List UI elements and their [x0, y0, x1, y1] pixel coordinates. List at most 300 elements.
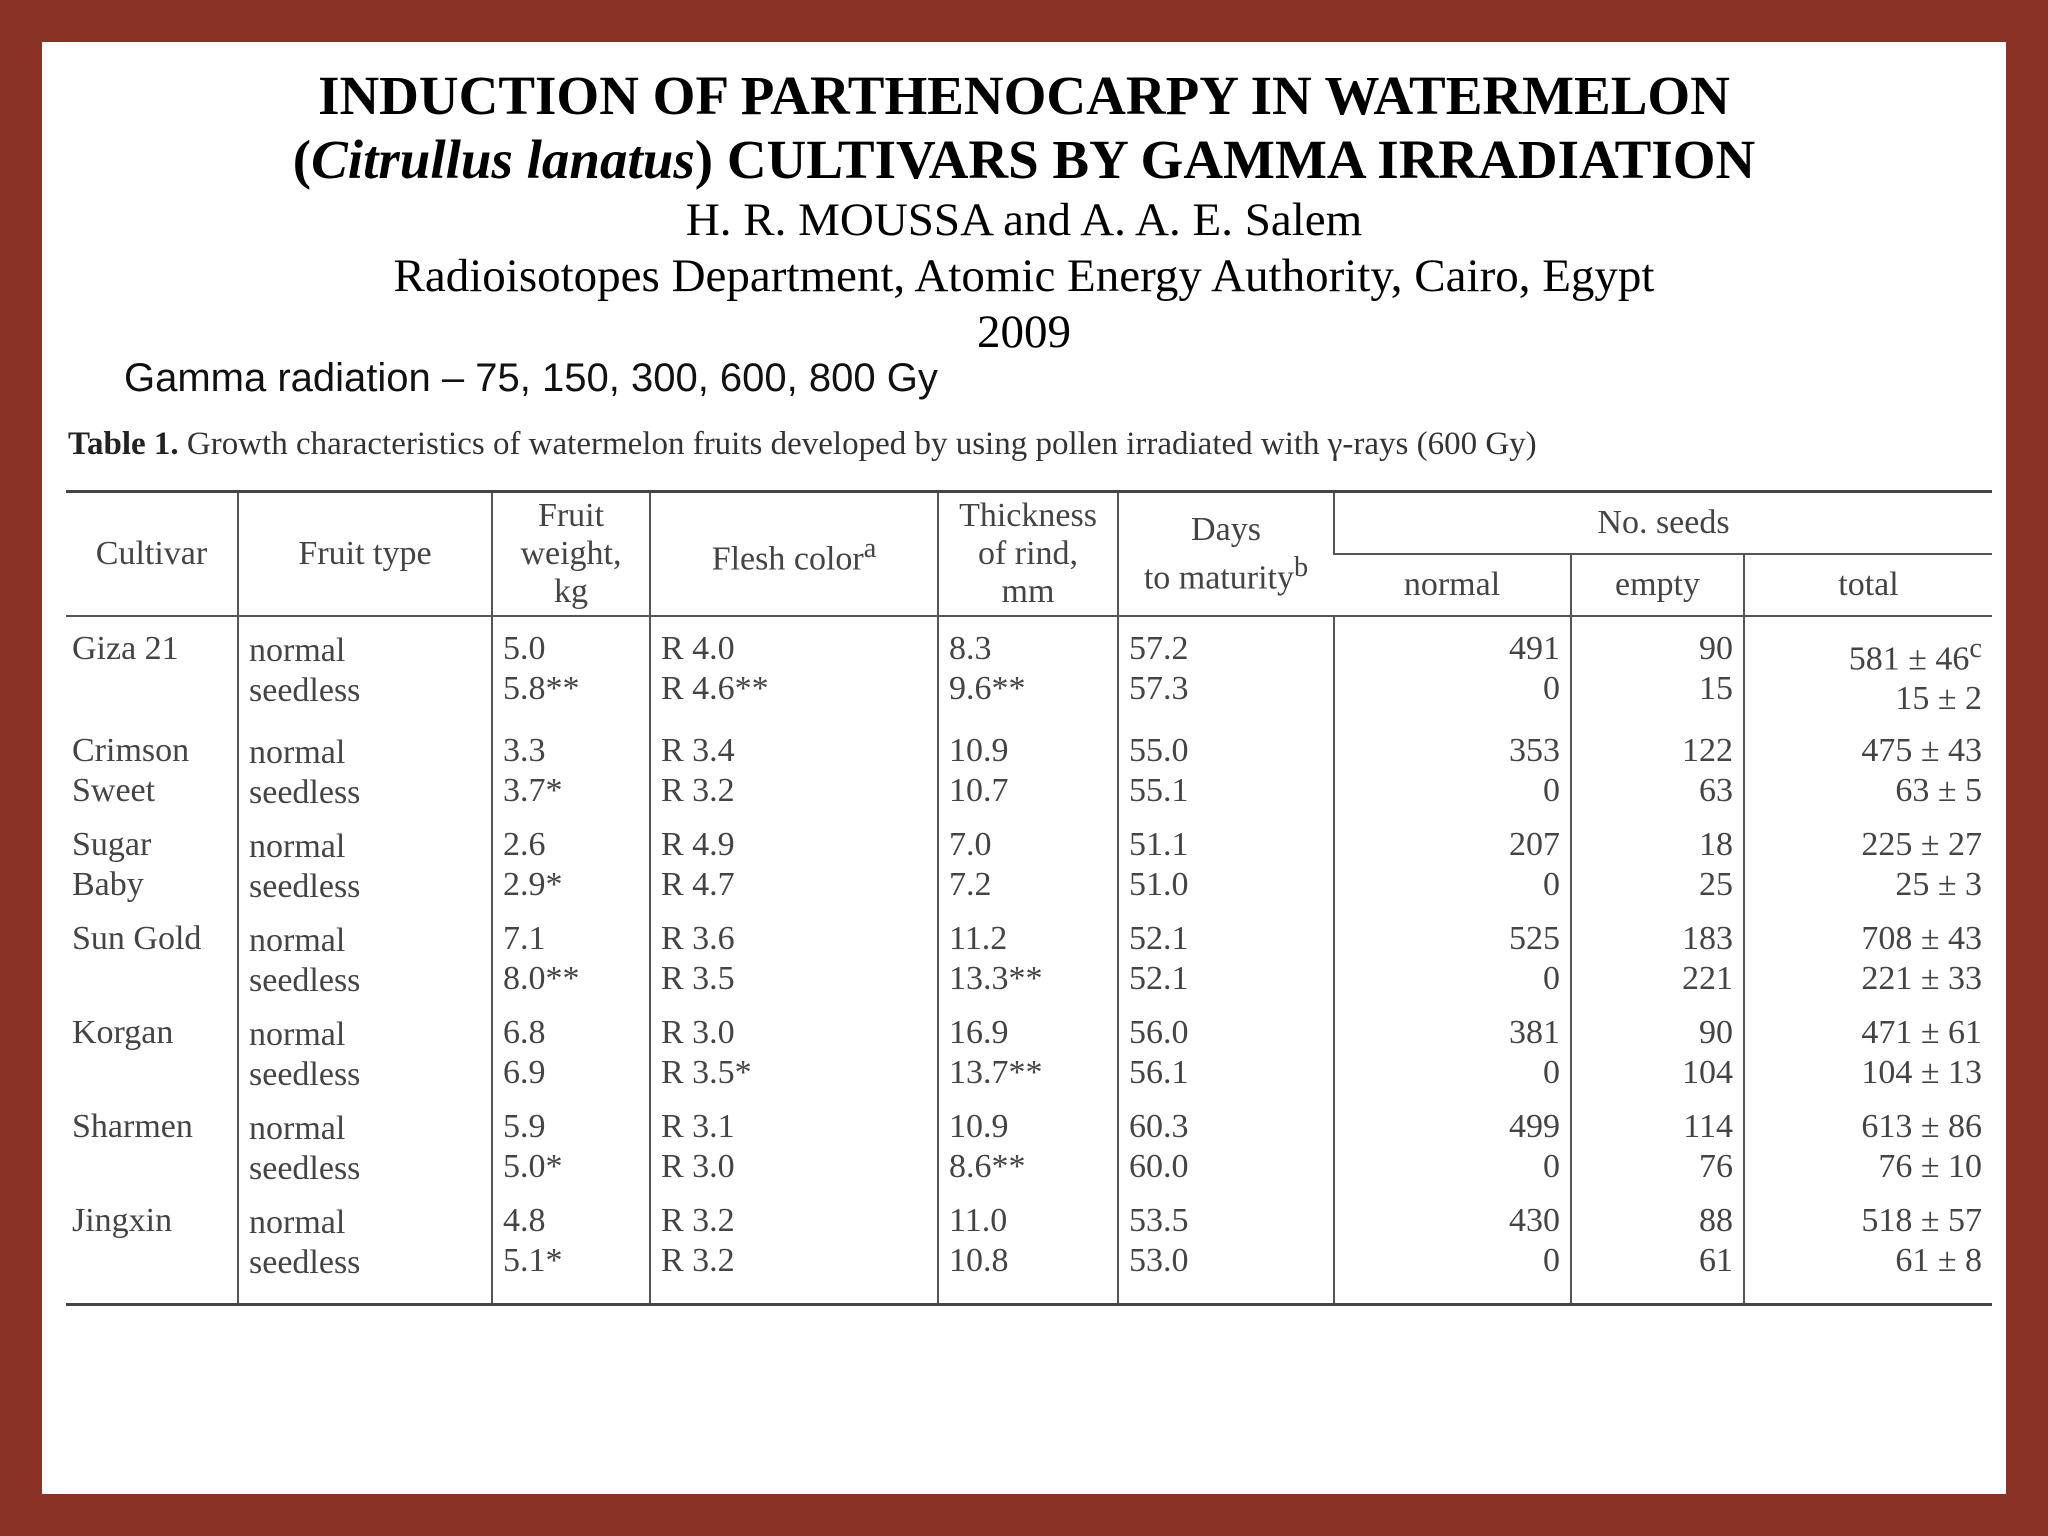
- cell-value: [1345, 825, 1560, 865]
- cell-text: 10.8: [949, 1242, 1009, 1280]
- cell-text: 13.7**: [949, 1054, 1043, 1092]
- cell-text: 57.2: [1129, 630, 1189, 667]
- footnote-marker: a: [863, 532, 877, 564]
- cell-value: [503, 1053, 639, 1093]
- cell-text: 104 ± 13: [1861, 1054, 1982, 1092]
- table-caption-text: Growth characteristics of watermelon fruits developed by using pollen irradiated with γ-rays (600 Gy): [178, 426, 1537, 462]
- cultivar-cell: [66, 725, 238, 819]
- cell-text: R 3.6: [661, 920, 735, 958]
- cell-text: 4.8: [503, 1202, 546, 1240]
- cell-text: 430: [1509, 1202, 1560, 1240]
- cell-value: [1755, 825, 1982, 865]
- table-row: [66, 819, 1992, 913]
- cell-value: [661, 919, 927, 959]
- cell-value: [1129, 865, 1323, 905]
- cell-text: 471 ± 61: [1861, 1014, 1982, 1052]
- flesh-color-cell: [650, 1007, 938, 1101]
- rind-thickness-cell: [938, 1195, 1118, 1305]
- cell-value: [503, 959, 639, 999]
- cell-value: [1582, 1053, 1733, 1093]
- cell-text: R 4.7: [661, 866, 735, 904]
- cell-value: [503, 1201, 639, 1241]
- cell-value: [1345, 1053, 1560, 1093]
- cell-value: [1755, 1053, 1982, 1093]
- cell-text: 221: [1682, 960, 1733, 998]
- cell-value: [503, 1241, 639, 1281]
- cell-text: 8.3: [949, 630, 992, 667]
- cell-value: [1582, 1201, 1733, 1241]
- cell-text: 11.0: [949, 1202, 1008, 1240]
- authors: H. R. MOUSSA and A. A. E. Salem: [685, 194, 1363, 246]
- species-name: Citrullus lanatus: [311, 129, 695, 190]
- cell-text: 0: [1543, 1148, 1560, 1186]
- cell-text: 3.3: [503, 732, 546, 770]
- cell-text: 518 ± 57: [1861, 1202, 1982, 1240]
- cell-text: 114: [1683, 1108, 1733, 1146]
- cell-text: 25 ± 3: [1895, 866, 1982, 904]
- cell-value: [661, 825, 927, 865]
- cell-value: [249, 827, 481, 867]
- slide-header: [42, 64, 2006, 360]
- cell-text: R 4.9: [661, 826, 735, 864]
- header-rind-line: of rind,: [977, 535, 1079, 572]
- cell-text: R 3.2: [661, 1242, 735, 1280]
- header-rind-line: mm: [1001, 573, 1055, 610]
- cell-text: Crimson: [72, 732, 190, 770]
- cell-text: 104: [1682, 1054, 1733, 1092]
- seeds-normal-cell: [1334, 913, 1571, 1007]
- table-caption: [68, 426, 1537, 463]
- rind-thickness-cell: [938, 819, 1118, 913]
- cell-text: 5.0*: [503, 1148, 563, 1186]
- cell-value: [1129, 1147, 1323, 1187]
- cell-value: [661, 1201, 927, 1241]
- cell-text: 9.6**: [949, 670, 1026, 707]
- cell-text: Sugar: [72, 826, 152, 864]
- cell-text: Jingxin: [72, 1202, 173, 1240]
- cell-value: [1755, 1147, 1982, 1187]
- cell-text: Sharmen: [72, 1108, 193, 1146]
- cell-text: 0: [1543, 1242, 1560, 1280]
- header-fruit-type: Fruit type: [238, 492, 492, 617]
- fruit-weight-cell: [492, 819, 650, 913]
- cell-text: 491: [1509, 630, 1560, 667]
- cell-value: [1129, 629, 1323, 669]
- header-no-seeds: No. seeds: [1334, 492, 1992, 555]
- cell-value: [949, 669, 1107, 709]
- rind-thickness-cell: [938, 1007, 1118, 1101]
- cell-text: 8.0**: [503, 960, 580, 998]
- cell-text: R 3.2: [661, 1202, 735, 1240]
- cell-text: seedless: [249, 868, 361, 906]
- fruit-type-cell: [238, 1195, 492, 1305]
- header-flesh-color: [650, 492, 938, 617]
- cell-value: [661, 771, 927, 811]
- cell-text: 53.5: [1129, 1202, 1189, 1240]
- cell-value: [249, 1203, 481, 1243]
- cell-text: 7.1: [503, 920, 546, 958]
- fruit-type-cell: [238, 1007, 492, 1101]
- gamma-radiation-note: Gamma radiation – 75, 150, 300, 600, 800 Gy: [124, 356, 938, 400]
- days-to-maturity-cell: [1118, 1195, 1334, 1305]
- fruit-weight-cell: [492, 725, 650, 819]
- cell-text: 5.1*: [503, 1242, 563, 1280]
- cell-value: [249, 867, 481, 907]
- slide: [42, 42, 2006, 1494]
- cell-text: 10.9: [949, 732, 1009, 770]
- cell-text: 2.9*: [503, 866, 563, 904]
- seeds-total-cell: [1744, 819, 1992, 913]
- cell-text: 25: [1699, 866, 1733, 904]
- cell-text: 52.1: [1129, 960, 1189, 998]
- cell-value: [1345, 669, 1560, 709]
- rind-thickness-cell: [938, 913, 1118, 1007]
- cell-text: R 4.0: [661, 630, 735, 667]
- cell-value: [1755, 771, 1982, 811]
- cell-value: [503, 731, 639, 771]
- cell-text: 60.3: [1129, 1108, 1189, 1146]
- cell-value: [949, 1241, 1107, 1281]
- cell-value: [949, 731, 1107, 771]
- footnote-marker: b: [1293, 551, 1309, 583]
- cell-text: 0: [1543, 1054, 1560, 1092]
- cell-value: [1345, 865, 1560, 905]
- cell-value: [72, 1013, 227, 1053]
- cell-value: [1129, 731, 1323, 771]
- seeds-total-cell: [1744, 725, 1992, 819]
- cell-text: 90: [1699, 1014, 1733, 1052]
- header-seeds-total: total: [1744, 554, 1992, 616]
- cell-value: [1345, 919, 1560, 959]
- cell-text: 353: [1509, 732, 1560, 770]
- table-row: [66, 1195, 1992, 1305]
- cell-value: [503, 1147, 639, 1187]
- cell-text: seedless: [249, 672, 361, 709]
- cell-text: normal: [249, 922, 346, 960]
- cell-value: [949, 1107, 1107, 1147]
- cell-text: 90: [1699, 630, 1733, 667]
- header-fruit-weight-line: Fruit: [537, 497, 605, 534]
- seeds-total-cell: [1744, 913, 1992, 1007]
- seeds-total-cell: [1744, 1195, 1992, 1305]
- cell-value: [249, 671, 481, 711]
- cell-text: 2.6: [503, 826, 546, 864]
- header-flesh-color-text: Flesh color: [711, 540, 864, 578]
- cell-value: [1345, 771, 1560, 811]
- flesh-color-cell: [650, 913, 938, 1007]
- cell-text: R 4.6**: [661, 670, 769, 707]
- cell-value: [249, 921, 481, 961]
- cell-value: [1129, 959, 1323, 999]
- seeds-normal-cell: [1334, 616, 1571, 725]
- cell-value: [661, 865, 927, 905]
- cell-text: R 3.1: [661, 1108, 735, 1146]
- cell-text: Giza 21: [72, 630, 179, 667]
- seeds-total-cell: [1744, 616, 1992, 725]
- cell-value: [1582, 1241, 1733, 1281]
- cell-value: [1345, 1201, 1560, 1241]
- cell-value: [1129, 669, 1323, 709]
- seeds-normal-cell: [1334, 1195, 1571, 1305]
- cell-text: R 3.0: [661, 1014, 735, 1052]
- cell-value: [1129, 1201, 1323, 1241]
- cell-value: [1755, 1107, 1982, 1147]
- cell-value: [949, 865, 1107, 905]
- cell-value: [1345, 629, 1560, 669]
- cell-value: [1345, 1013, 1560, 1053]
- days-to-maturity-cell: [1118, 725, 1334, 819]
- cell-value: [1582, 959, 1733, 999]
- flesh-color-cell: [650, 725, 938, 819]
- header-fruit-weight-line: weight,: [520, 535, 622, 572]
- table-body: [66, 616, 1992, 1305]
- rind-thickness-cell: [938, 1101, 1118, 1195]
- cell-value: [1582, 865, 1733, 905]
- cell-text: 221 ± 33: [1861, 960, 1982, 998]
- cell-text: 183: [1682, 920, 1733, 958]
- flesh-color-cell: [650, 1195, 938, 1305]
- cell-text: 15 ± 2: [1895, 680, 1982, 718]
- cell-text: 55.0: [1129, 732, 1189, 770]
- flesh-color-cell: [650, 819, 938, 913]
- cell-value: [1582, 1147, 1733, 1187]
- cell-value: [949, 959, 1107, 999]
- cell-text: seedless: [249, 1244, 361, 1282]
- cell-text: 63 ± 5: [1895, 772, 1982, 810]
- cell-value: [249, 1149, 481, 1189]
- cell-text: normal: [249, 1110, 346, 1148]
- cell-value: [1582, 1107, 1733, 1147]
- seeds-normal-cell: [1334, 1101, 1571, 1195]
- fruit-weight-cell: [492, 1101, 650, 1195]
- seeds-empty-cell: [1571, 1195, 1744, 1305]
- affiliation: Radioisotopes Department, Atomic Energy Authority, Cairo, Egypt: [393, 250, 1655, 302]
- cultivar-cell: [66, 819, 238, 913]
- flesh-color-cell: [650, 1101, 938, 1195]
- seeds-empty-cell: [1571, 819, 1744, 913]
- cell-value: [661, 1107, 927, 1147]
- cell-value: [661, 669, 927, 709]
- cell-value: [72, 771, 227, 811]
- header-days-to-maturity: [1118, 492, 1334, 617]
- cell-text: 708 ± 43: [1861, 920, 1982, 958]
- cell-value: [503, 629, 639, 669]
- cell-value: [949, 771, 1107, 811]
- table-row: [66, 725, 1992, 819]
- cell-text: 52.1: [1129, 920, 1189, 958]
- cell-value: [949, 1013, 1107, 1053]
- seeds-empty-cell: [1571, 913, 1744, 1007]
- cell-text: seedless: [249, 962, 361, 1000]
- cell-text: 88: [1699, 1202, 1733, 1240]
- cell-value: [249, 773, 481, 813]
- cultivar-cell: [66, 1101, 238, 1195]
- cell-text: R 3.4: [661, 732, 735, 770]
- cell-value: [1129, 1013, 1323, 1053]
- seeds-empty-cell: [1571, 1101, 1744, 1195]
- cell-text: 63: [1699, 772, 1733, 810]
- cell-value: [503, 1107, 639, 1147]
- cell-value: [1345, 1147, 1560, 1187]
- cultivar-cell: [66, 1195, 238, 1305]
- cell-value: [1582, 825, 1733, 865]
- cell-text: normal: [249, 632, 346, 669]
- cell-text: 51.1: [1129, 826, 1189, 864]
- cell-text: 55.1: [1129, 772, 1189, 810]
- cell-text: 581 ± 46: [1848, 640, 1970, 678]
- cell-value: [249, 961, 481, 1001]
- cell-value: [949, 1201, 1107, 1241]
- cultivar-cell: [66, 1007, 238, 1101]
- cell-value: [503, 1013, 639, 1053]
- cell-value: [661, 959, 927, 999]
- cell-text: 0: [1543, 866, 1560, 904]
- fruit-weight-cell: [492, 913, 650, 1007]
- rind-thickness-cell: [938, 725, 1118, 819]
- title-line-1: INDUCTION OF PARTHENOCARPY IN WATERMELON: [318, 65, 1730, 126]
- cell-value: [1129, 919, 1323, 959]
- cell-text: 6.9: [503, 1054, 546, 1092]
- cell-value: [1345, 731, 1560, 771]
- cell-text: R 3.2: [661, 772, 735, 810]
- cell-value: [949, 919, 1107, 959]
- cell-text: 0: [1543, 960, 1560, 998]
- cell-text: 0: [1543, 670, 1560, 707]
- seeds-total-cell: [1744, 1007, 1992, 1101]
- title-line-2-rest: ) CULTIVARS BY GAMMA IRRADIATION: [694, 129, 1756, 190]
- cell-text: R 3.0: [661, 1148, 735, 1186]
- cell-text: Sweet: [72, 772, 156, 810]
- cell-text: 76: [1699, 1148, 1733, 1186]
- cell-value: [249, 1109, 481, 1149]
- cell-text: 7.0: [949, 826, 992, 864]
- cell-text: 499: [1509, 1108, 1560, 1146]
- cell-text: 56.0: [1129, 1014, 1189, 1052]
- cell-value: [72, 629, 227, 669]
- cell-value: [1129, 1107, 1323, 1147]
- cell-value: [503, 669, 639, 709]
- fruit-weight-cell: [492, 1007, 650, 1101]
- cell-text: 6.8: [503, 1014, 546, 1052]
- header-seeds-normal: normal: [1334, 554, 1571, 616]
- cell-value: [1345, 1107, 1560, 1147]
- seeds-normal-cell: [1334, 819, 1571, 913]
- cell-text: seedless: [249, 1150, 361, 1188]
- cell-text: 0: [1543, 772, 1560, 810]
- cell-value: [1129, 825, 1323, 865]
- cell-value: [1129, 1053, 1323, 1093]
- cell-text: 225 ± 27: [1861, 826, 1982, 864]
- seeds-empty-cell: [1571, 725, 1744, 819]
- cultivar-cell: [66, 913, 238, 1007]
- table-row: [66, 1101, 1992, 1195]
- cell-text: R 3.5: [661, 960, 735, 998]
- cell-value: [503, 865, 639, 905]
- flesh-color-cell: [650, 616, 938, 725]
- table-row: [66, 913, 1992, 1007]
- cell-value: [1129, 1241, 1323, 1281]
- growth-characteristics-table: [66, 490, 1992, 1306]
- fruit-type-cell: [238, 725, 492, 819]
- table-row: [66, 616, 1992, 725]
- title-paren-open: (: [292, 129, 312, 190]
- seeds-empty-cell: [1571, 616, 1744, 725]
- cell-text: 11.2: [949, 920, 1008, 958]
- header-rind-line: Thickness: [959, 497, 1097, 534]
- cell-text: Sun Gold: [72, 920, 202, 958]
- footnote-marker: c: [1969, 633, 1982, 664]
- title-line-2: [42, 128, 2006, 192]
- cell-value: [1582, 629, 1733, 669]
- cell-value: [661, 1013, 927, 1053]
- cell-value: [249, 1243, 481, 1283]
- cell-value: [1755, 731, 1982, 771]
- header-fruit-weight-line: kg: [554, 573, 588, 610]
- cell-value: [1582, 919, 1733, 959]
- cell-value: [661, 1241, 927, 1281]
- cell-value: [1582, 669, 1733, 709]
- cell-value: [949, 629, 1107, 669]
- cell-text: 60.0: [1129, 1148, 1189, 1186]
- cell-text: 53.0: [1129, 1242, 1189, 1280]
- cell-value: [72, 865, 227, 905]
- cell-value: [72, 1107, 227, 1147]
- cell-text: 5.0: [503, 630, 546, 667]
- header-seeds-empty: empty: [1571, 554, 1744, 616]
- days-to-maturity-cell: [1118, 1007, 1334, 1101]
- cell-text: seedless: [249, 1056, 361, 1094]
- cell-value: [949, 825, 1107, 865]
- cell-value: [503, 771, 639, 811]
- cell-text: R 3.5*: [661, 1054, 752, 1092]
- cell-value: [1755, 679, 1982, 719]
- cell-value: [249, 1055, 481, 1095]
- cell-text: 3.7*: [503, 772, 563, 810]
- fruit-type-cell: [238, 1101, 492, 1195]
- cell-value: [1129, 771, 1323, 811]
- cell-text: 61 ± 8: [1895, 1242, 1982, 1280]
- cell-text: 10.7: [949, 772, 1009, 810]
- cell-value: [1755, 1201, 1982, 1241]
- cultivar-cell: [66, 616, 238, 725]
- cell-value: [1755, 919, 1982, 959]
- cell-text: 15: [1699, 670, 1733, 707]
- days-to-maturity-cell: [1118, 616, 1334, 725]
- cell-value: [72, 919, 227, 959]
- fruit-type-cell: [238, 616, 492, 725]
- fruit-type-cell: [238, 913, 492, 1007]
- rind-thickness-cell: [938, 616, 1118, 725]
- cell-text: 56.1: [1129, 1054, 1189, 1092]
- header-cultivar: Cultivar: [66, 492, 238, 617]
- cell-text: 381: [1509, 1014, 1560, 1052]
- cell-text: 61: [1699, 1242, 1733, 1280]
- cell-text: 13.3**: [949, 960, 1043, 998]
- cell-text: 5.9: [503, 1108, 546, 1146]
- cell-text: normal: [249, 734, 346, 772]
- cell-text: 525: [1509, 920, 1560, 958]
- cell-text: normal: [249, 1204, 346, 1242]
- cell-value: [1345, 1241, 1560, 1281]
- fruit-weight-cell: [492, 1195, 650, 1305]
- cell-value: [661, 1147, 927, 1187]
- cell-text: 207: [1509, 826, 1560, 864]
- cell-text: 8.6**: [949, 1148, 1026, 1186]
- days-to-maturity-cell: [1118, 913, 1334, 1007]
- publication-year: 2009: [977, 306, 1071, 358]
- header-days-line: Days: [1191, 510, 1261, 548]
- fruit-weight-cell: [492, 616, 650, 725]
